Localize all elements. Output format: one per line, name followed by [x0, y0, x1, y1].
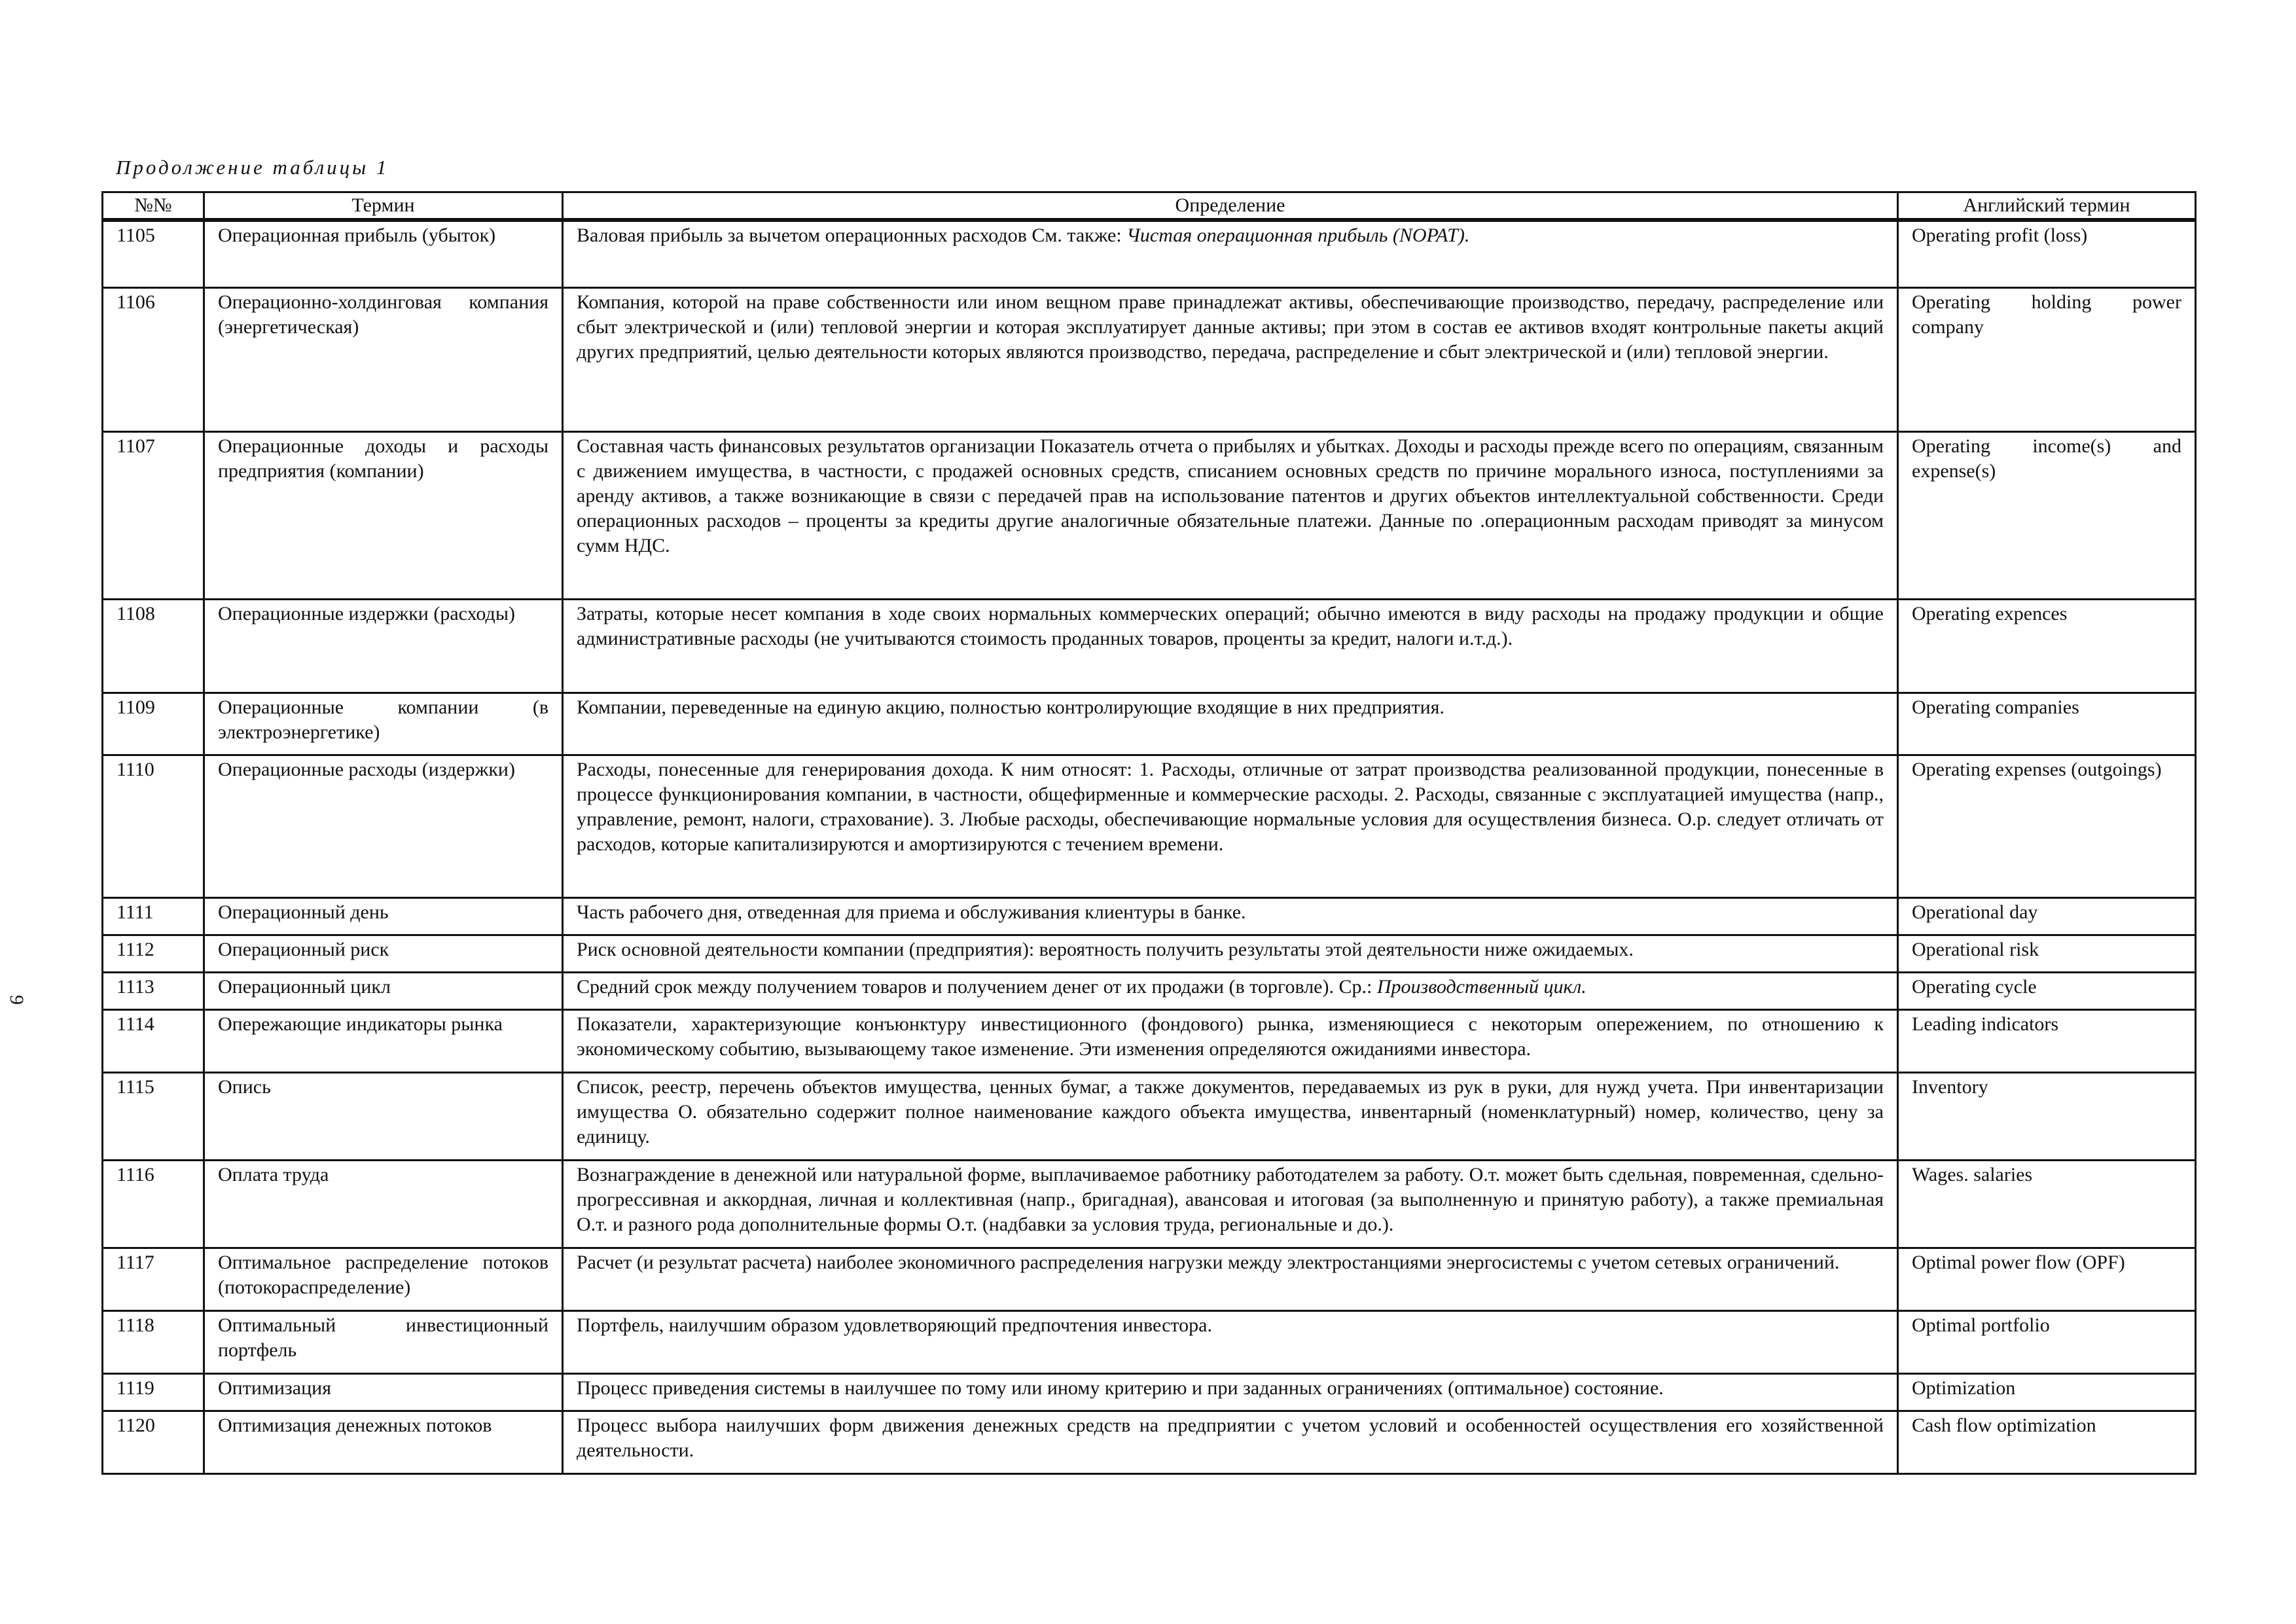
- row-english-term: Leading indicators: [1898, 1009, 2196, 1072]
- row-term: Операционно-холдинговая компания (энергетическая): [204, 287, 563, 431]
- table-row: [103, 1072, 2196, 1160]
- row-number: 1116: [103, 1160, 204, 1248]
- row-english-term: Operating holding power company: [1898, 287, 2196, 431]
- row-number: 1106: [103, 287, 204, 431]
- row-term: Операционный риск: [204, 935, 563, 972]
- row-definition: Вознаграждение в денежной или натуральной форме, выплачиваемое работнику работодателем за работу. О.т. может быть сдельная, повременная, сдельно-прогрессивная и аккордная, личная и коллективная (напр., бригадная), авансовая и итоговая (за выполненную и принятую работу), а также премиальная О.т. и разного рода дополнительные формы О.т. (надбавки за условия труда, региональные и до.).: [563, 1160, 1898, 1248]
- table-row: [103, 1373, 2196, 1411]
- header-definition: Определение: [563, 192, 1898, 221]
- row-term: Оптимальное распределение потоков (потокораспределение): [204, 1248, 563, 1310]
- row-number: 1109: [103, 693, 204, 755]
- row-number: 1105: [103, 220, 204, 287]
- row-term: Оплата труда: [204, 1160, 563, 1248]
- header-number: №№: [103, 192, 204, 221]
- row-definition: Список, реестр, перечень объектов имущества, ценных бумаг, а также документов, передаваемых из рук в руки, для нужд учета. При инвентаризации имущества О. обязательно содержит полное наименование каждого объекта имущества, инвентарный (номенклатурный) номер, количество, цену за единицу.: [563, 1072, 1898, 1160]
- table-caption: Продолжение таблицы 1: [116, 156, 389, 179]
- row-definition: Расчет (и результат расчета) наиболее экономичного распределения нагрузки между электростанциями энергосистемы с учетом сетевых ограничений.: [563, 1248, 1898, 1310]
- row-number: 1115: [103, 1072, 204, 1160]
- row-definition: Компании, переведенные на единую акцию, полностью контролирующие входящие в них предприятия.: [563, 693, 1898, 755]
- row-number: 1107: [103, 431, 204, 599]
- row-english-term: Operational day: [1898, 897, 2196, 935]
- table-row: [103, 1160, 2196, 1248]
- table-row: [103, 287, 2196, 431]
- row-term: Операционные расходы (издержки): [204, 755, 563, 897]
- table-row: [103, 1248, 2196, 1310]
- row-number: 1113: [103, 972, 204, 1009]
- row-definition: Компания, которой на праве собственности или ином вещном праве принадлежат активы, обеспечивающие производство, передачу, распределение или сбыт электрической и (или) тепловой энергии и которая эксплуатирует данные активы; при этом в состав ее активов входят контрольные пакеты акций других предприятий, целью деятельности которых являются производство, передача, распределение и сбыт электрической и (или) тепловой энергии.: [563, 287, 1898, 431]
- table-row: [103, 897, 2196, 935]
- row-definition: Риск основной деятельности компании (предприятия): вероятность получить результаты этой деятельности ниже ожидаемых.: [563, 935, 1898, 972]
- row-english-term: Optimal power flow (OPF): [1898, 1248, 2196, 1310]
- table-row: [103, 755, 2196, 897]
- row-english-term: Optimization: [1898, 1373, 2196, 1411]
- table-row: [103, 935, 2196, 972]
- table-row: [103, 1009, 2196, 1072]
- table-row: [103, 431, 2196, 599]
- definition-text: Валовая прибыль за вычетом операционных расходов См. также:: [577, 225, 1127, 246]
- row-term: Операционный день: [204, 897, 563, 935]
- row-english-term: Operating companies: [1898, 693, 2196, 755]
- page-number: 9: [6, 995, 27, 1005]
- row-english-term: Optimal portfolio: [1898, 1310, 2196, 1373]
- row-term: Оптимальный инвестиционный портфель: [204, 1310, 563, 1373]
- row-english-term: Operating cycle: [1898, 972, 2196, 1009]
- glossary-table: [101, 191, 2197, 1475]
- table-row: [103, 972, 2196, 1009]
- row-number: 1118: [103, 1310, 204, 1373]
- row-number: 1117: [103, 1248, 204, 1310]
- row-definition: Часть рабочего дня, отведенная для приема и обслуживания клиентуры в банке.: [563, 897, 1898, 935]
- definition-cross-reference: Производственный цикл.: [1376, 975, 1587, 998]
- row-english-term: Operational risk: [1898, 935, 2196, 972]
- row-term: Операционный цикл: [204, 972, 563, 1009]
- row-definition: Портфель, наилучшим образом удовлетворяющий предпочтения инвестора.: [563, 1310, 1898, 1373]
- row-number: 1120: [103, 1411, 204, 1473]
- row-number: 1112: [103, 935, 204, 972]
- row-term: Опись: [204, 1072, 563, 1160]
- row-term: Оптимизация денежных потоков: [204, 1411, 563, 1473]
- row-term: Операционные компании (в электроэнергетике): [204, 693, 563, 755]
- table-row: [103, 693, 2196, 755]
- row-number: 1114: [103, 1009, 204, 1072]
- table-row: [103, 220, 2196, 287]
- row-definition: [563, 220, 1898, 287]
- row-english-term: Operating expenses (outgoings): [1898, 755, 2196, 897]
- row-number: 1108: [103, 599, 204, 693]
- table-row: [103, 1310, 2196, 1373]
- table-header-row: [103, 192, 2196, 221]
- definition-cross-reference: Чистая операционная прибыль (NOPAT).: [1126, 225, 1470, 246]
- header-term: Термин: [204, 192, 563, 221]
- row-number: 1110: [103, 755, 204, 897]
- row-english-term: Cash flow optimization: [1898, 1411, 2196, 1473]
- row-english-term: Operating profit (loss): [1898, 220, 2196, 287]
- table-row: [103, 599, 2196, 693]
- row-term: Операционные издержки (расходы): [204, 599, 563, 693]
- row-definition: Затраты, которые несет компания в ходе своих нормальных коммерческих операций; обычно имеются в виду расходы на продажу продукции и общие административные расходы (не учитываются стоимость проданных товаров, проценты за кредит, налоги и.т.д.).: [563, 599, 1898, 693]
- row-number: 1111: [103, 897, 204, 935]
- row-term: Оптимизация: [204, 1373, 563, 1411]
- row-term: Опережающие индикаторы рынка: [204, 1009, 563, 1072]
- row-definition: Расходы, понесенные для генерирования дохода. К ним относят: 1. Расходы, отличные от затрат производства реализованной продукции, понесенные в процессе функционирования компании, в частности, общефирменные и коммерческие расходы. 2. Расходы, связанные с эксплуатацией имущества (напр., управление, ремонт, налоги, страхование). 3. Любые расходы, обеспечивающие нормальные условия для осуществления бизнеса. О.р. следует отличать от расходов, которые капитализируются и амортизируются с течением времени.: [563, 755, 1898, 897]
- row-english-term: Wages. salaries: [1898, 1160, 2196, 1248]
- row-english-term: Inventory: [1898, 1072, 2196, 1160]
- row-english-term: Operating expences: [1898, 599, 2196, 693]
- row-term: Операционные доходы и расходы предприятия (компании): [204, 431, 563, 599]
- row-definition: [563, 972, 1898, 1009]
- table-row: [103, 1411, 2196, 1473]
- row-number: 1119: [103, 1373, 204, 1411]
- row-english-term: Operating income(s) and expense(s): [1898, 431, 2196, 599]
- row-definition: Процесс приведения системы в наилучшее по тому или иному критерию и при заданных ограничениях (оптимальное) состояние.: [563, 1373, 1898, 1411]
- definition-text: Средний срок между получением товаров и получением денег от их продажи (в торговле). Ср.:: [577, 975, 1377, 998]
- row-definition: Составная часть финансовых результатов организации Показатель отчета о прибылях и убытках. Доходы и расходы прежде всего по операциям, связанным с движением имущества, в частности, с продажей основных средств, списанием основных средств по причине морального износа, поступлениями за аренду активов, а также возникающие в связи с передачей прав на использование патентов и других объектов интеллектуальной собственности. Среди операционных расходов – проценты за кредиты другие аналогичные обязательные платежи. Данные по .операционным расходам приводят за минусом сумм НДС.: [563, 431, 1898, 599]
- header-english-term: Английский термин: [1898, 192, 2196, 221]
- row-definition: Процесс выбора наилучших форм движения денежных средств на предприятии с учетом условий и особенностей осуществления его хозяйственной деятельности.: [563, 1411, 1898, 1473]
- row-definition: Показатели, характеризующие конъюнктуру инвестиционного (фондового) рынка, изменяющиеся с некоторым опережением, по отношению к экономическому событию, вызывающему такое изменение. Эти изменения определяются ожиданиями инвестора.: [563, 1009, 1898, 1072]
- row-term: Операционная прибыль (убыток): [204, 220, 563, 287]
